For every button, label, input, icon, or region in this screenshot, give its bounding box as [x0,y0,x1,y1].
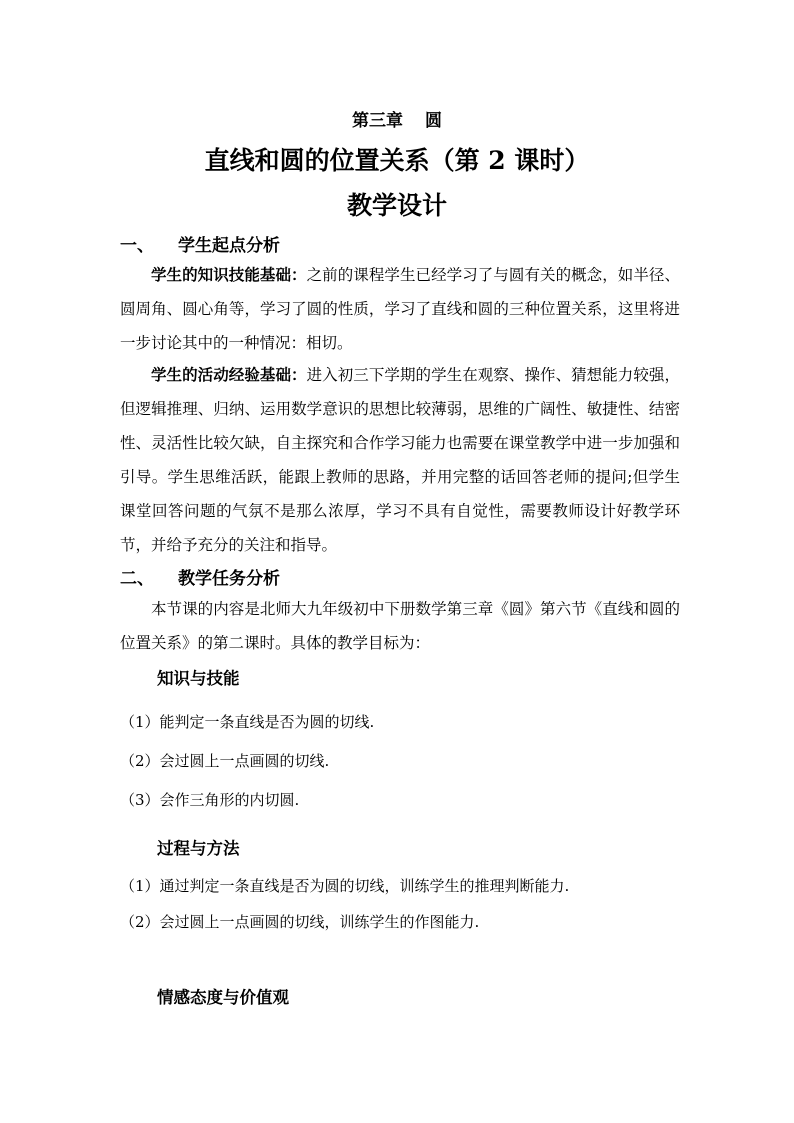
knowledge-item-1: （1）能判定一条直线是否为圆的切线. [120,713,375,731]
knowledge-item-2: （2）会过圆上一点画圆的切线. [120,752,330,770]
document-title: 直线和圆的位置关系（第 2 课时） [204,146,590,175]
section2-title: 教学任务分析 [178,569,280,589]
section1-heading [120,231,280,256]
chapter-name: 圆 [425,111,442,131]
paragraph-lead: 学生的知识技能基础： [151,265,307,284]
attitude-heading: 情感态度与价值观 [157,988,289,1007]
section2-heading [120,564,280,589]
chapter-number: 第三章 [352,111,403,131]
knowledge-heading: 知识与技能 [157,669,240,688]
paragraph-text: 之前的课程学生已经学习了与圆有关的概念，如半径、圆周角、圆心角等，学习了圆的性质，学习了直线和圆的三种位置关系，这里将进一步讨论其中的一种情况：相切。 [120,266,680,352]
process-heading: 过程与方法 [157,839,240,858]
paragraph-text: 进入初三下学期的学生在观察、操作、猜想能力较强，但逻辑推理、归纳、运用数学意识的思想比较薄弱，思维的广阔性、敏捷性、结密性、灵活性比较欠缺，自主探究和合作学习能力也需要在课堂教学中进一步加强和引导。学生思维活跃，能跟上教师的思路，并用完整的话回答老师的提问;但学生课堂回答问题的气氛不是那么浓厚，学习不具有自觉性，需要教师设计好教学环节，并给予充分的关注和指导。 [120,366,680,554]
paragraph-task-intro: 本节课的内容是北师大九年级初中下册数学第三章《圆》第六节《直线和圆的位置关系》的第二课时。具体的教学目标为： [120,600,680,652]
knowledge-item-3: （3）会作三角形的内切圆. [120,791,300,809]
section1-title: 学生起点分析 [178,236,280,256]
process-item-1: （1）通过判定一条直线是否为圆的切线，训练学生的推理判断能力. [120,877,570,895]
section2-number: 二、 [120,569,154,589]
process-item-2: （2）会过圆上一点画圆的切线，训练学生的作图能力. [120,913,480,931]
paragraph-lead: 学生的活动经验基础： [151,365,307,384]
chapter-heading [0,106,794,131]
document-subtitle: 教学设计 [346,191,447,220]
section1-number: 一、 [120,236,154,256]
paragraph-knowledge-basis [120,258,680,360]
paragraph-activity-basis [120,358,680,562]
